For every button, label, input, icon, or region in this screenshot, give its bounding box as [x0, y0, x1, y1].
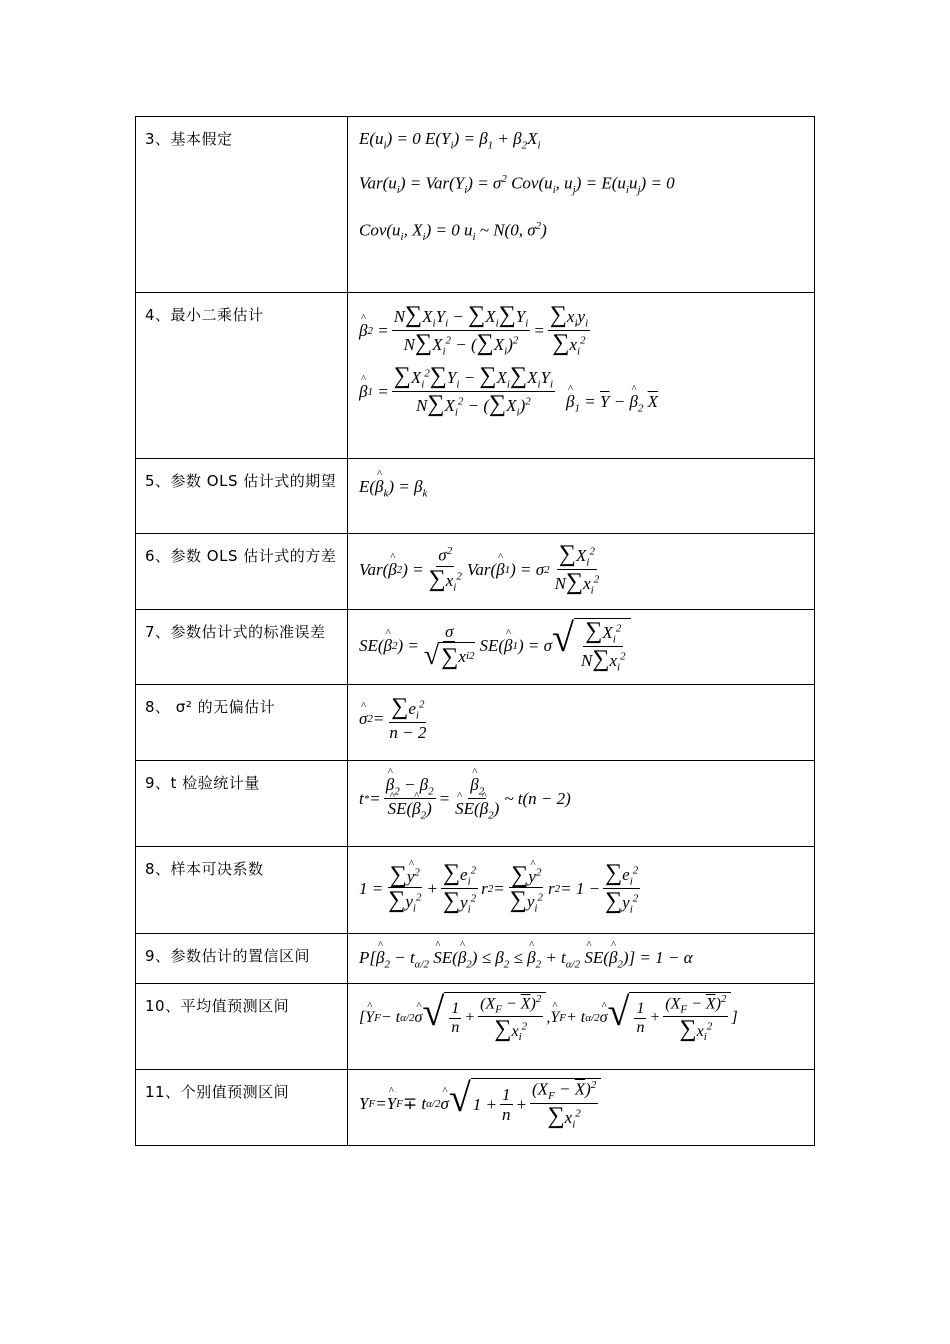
table-row: [136, 459, 815, 534]
row-label: 8、样本可决系数: [136, 847, 348, 934]
table-row: [136, 934, 815, 984]
row-label: 5、参数 OLS 估计式的期望: [136, 459, 348, 534]
row-label: 8、 σ² 的无偏估计: [136, 685, 348, 761]
formula-cell: [348, 847, 815, 934]
formula-cell: [348, 934, 815, 984]
formula-cell: [348, 984, 815, 1070]
formula-line: [ ^ Y F − t α/2 ^ σ √ $\frac{1}{n}$ + $\frac{(X_F - \overline{X})^2}{\sum x_i^2}$ , ^ Y F + t α/2 ^ σ √ $\frac{1}{n}$ + $\frac{(X_F - \overline{X})^2}{\sum x_i^2}$ ]: [359, 992, 814, 1044]
formula-cell: [348, 761, 815, 847]
row-label: 6、参数 OLS 估计式的方差: [136, 534, 348, 610]
formula-line: $Cov(u_i$, $X_i) = 0$ $u_i$ ~ N(0, $\sigma^2$): [359, 220, 547, 244]
formula-cell: [348, 534, 815, 610]
row-label: 7、参数估计式的标准误差: [136, 610, 348, 685]
formula-table: [135, 116, 815, 1146]
table-row: [136, 685, 815, 761]
formula-line: t * = ^ $\beta_2 - \beta_2$ ^ SE(^ $\beta_2$) = ^ $\beta_2$ ^ SE(^ $\beta_2$) ~ t(n − 2): [359, 775, 814, 822]
formula-cell: [348, 293, 815, 459]
row-label: 11、个别值预测区间: [136, 1070, 348, 1146]
row-label: 9、t 检验统计量: [136, 761, 348, 847]
table-row: [136, 761, 815, 847]
formula-line: ^ β 2 = $\frac{N\sum X_iY_i - \sum X_i\sum Y_i}{N\sum X_i^2 - (\sum X_i)^2}$ = $\frac{\sum x_iy_i}{\sum x_i^2}$: [359, 303, 814, 358]
formula-line: $Var(u_i) = Var(Y_i) = \sigma^2$ $Cov(u_i$, $u_j) = E(u_iu_j) = 0$: [359, 173, 675, 197]
formula-line: $E(u_i) = 0$ $E(Y_i) = \beta_1 + \beta_2X_i$: [359, 129, 541, 152]
formula-cell: [348, 610, 815, 685]
table-row: [136, 847, 815, 934]
table-row: [136, 117, 815, 293]
table-row: [136, 1070, 815, 1146]
formula-line: 1 = $\frac{\sum\^{} y^2}{\sum y_i^2}$ + $\frac{\sum e_i^2}{\sum y_i^2}$ r 2 = $\frac{\sum\^{} y^2}{\sum y_i^2}$ r 2 = 1 − $\frac{\sum e_i^2}{\sum y_i^2}$: [359, 861, 814, 916]
formula-line: Y F = ^ Y F ∓ t α/2 ^ σ √ 1 + $\frac{1}{n}$ + $\frac{(X_F - \overline{X})^2}{\sum x_i^2}$: [359, 1078, 814, 1131]
table-row: [136, 293, 815, 459]
formula-cell: [348, 1070, 815, 1146]
formula-line: E(^ $\beta_k) = \beta_k$: [359, 477, 814, 499]
formula-line: ^ σ 2 = $\frac{\sum e_i^2}{n - 2}$: [359, 695, 814, 743]
formula-cell: [348, 685, 815, 761]
row-label: 4、最小二乘估计: [136, 293, 348, 459]
table-row: [136, 534, 815, 610]
formula-line: Var( ^ β 2 ) = $\frac{\sigma^2}{\sum x_i^2}$ Var( ^ β 1 ) = σ 2 $\frac{\sum X_i^2}{N\sum x_i^2}$: [359, 542, 814, 597]
row-label: 10、平均值预测区间: [136, 984, 348, 1070]
table-row: [136, 984, 815, 1070]
formula-cell: [348, 459, 815, 534]
row-label: 3、基本假定: [136, 117, 348, 293]
row-label: 9、参数估计的置信区间: [136, 934, 348, 984]
formula-line: P[^ $\beta_2 - t_{\alpha/2}$ ^ SE(^ $\beta_2) \le \beta_2$ ≤ ^ $\beta_2 + t_{\alpha/2}$ ^ SE(^ $\beta_2)] = 1 - \alpha$: [359, 948, 814, 970]
formula-cell: [348, 117, 815, 293]
formula-line: SE( ^ β 2 ) = σ √ ∑ x i 2 SE( ^ β 1 ) = σ √ $\frac{\sum X_i^2}{N\sum x_i^2}$: [359, 618, 814, 674]
formula-line: ^ β 1 = $\frac{\sum X_i^2\sum Y_i - \sum X_i\sum X_iY_i}{N\sum X_i^2 - (\sum X_i)^2}$ ^ $\beta_1 = \overline{Y}$ − ^ $\beta_2$ $\overline{X}$: [359, 364, 814, 419]
table-row: [136, 610, 815, 685]
